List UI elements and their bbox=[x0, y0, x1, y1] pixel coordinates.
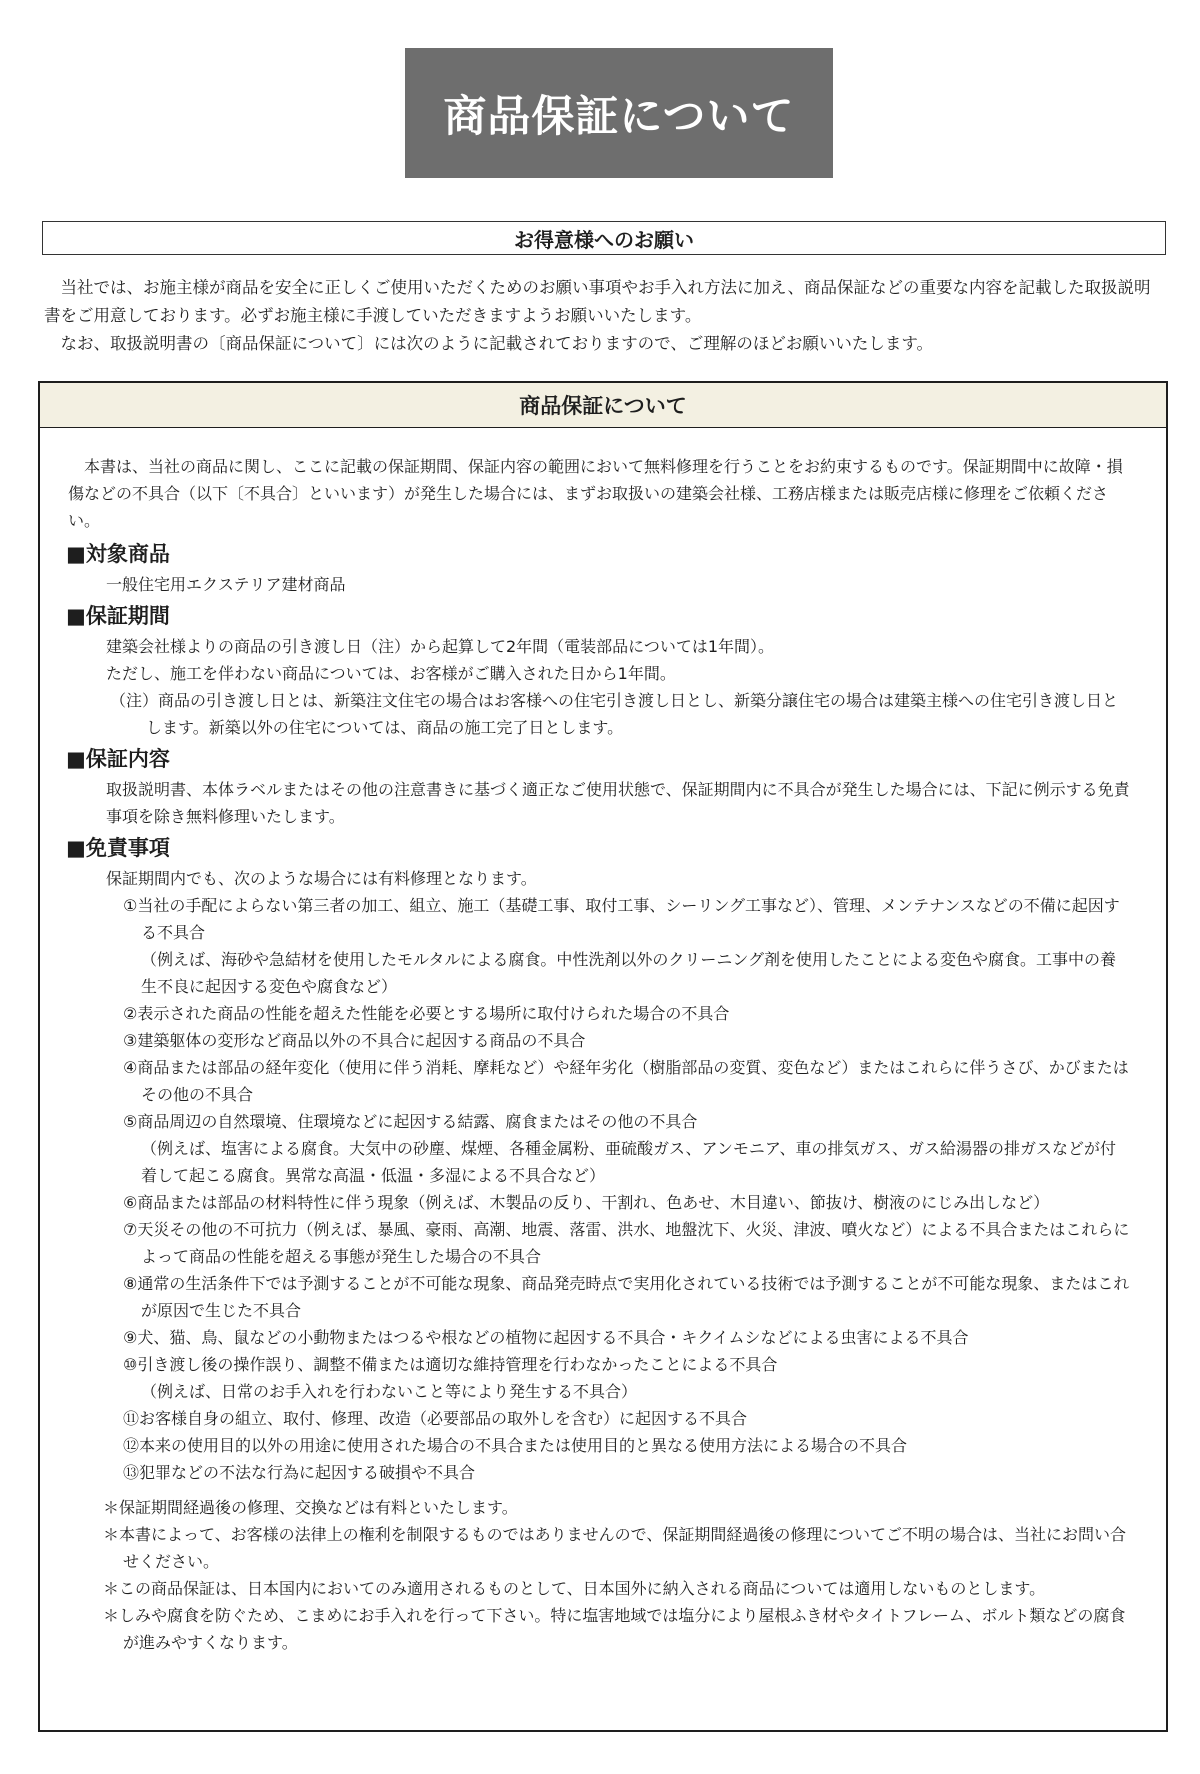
request-body bbox=[44, 274, 1164, 358]
exclusion-item: ③建築躯体の変形など商品以外の不具合に起因する商品の不具合 bbox=[123, 1031, 586, 1050]
exclusion-item: ⑪お客様自身の組立、取付、修理、改造（必要部品の取外しを含む）に起因する不具合 bbox=[123, 1409, 748, 1428]
section-heading-period: ■保証期間 bbox=[66, 604, 170, 628]
exclusion-detail: （例えば、塩害による腐食。大気中の砂塵、煤煙、各種金属粉、亜硫酸ガス、アンモニア、車の排気ガス、ガス給湯器の排ガスなどが付着して起こる腐食。異常な高温・低温・多湿による不具合など） bbox=[141, 1139, 1117, 1185]
section-heading-content: ■保証内容 bbox=[66, 747, 170, 771]
warranty-content bbox=[68, 453, 1130, 1656]
exclusion-item: ②表示された商品の性能を超えた性能を必要とする場所に取付けられた場合の不具合 bbox=[123, 1004, 730, 1023]
section-heading-exclusions: ■免責事項 bbox=[66, 836, 170, 860]
period-line: 建築会社様よりの商品の引き渡し日（注）から起算して2年間（電装部品については1年間）。 bbox=[106, 637, 775, 656]
exclusion-item: ⑨犬、猫、鳥、鼠などの小動物またはつるや根などの植物に起因する不具合・キクイムシなどによる虫害による不具合 bbox=[123, 1328, 969, 1347]
footnote: ＊保証期間経過後の修理、交換などは有料といたします。 bbox=[103, 1498, 518, 1517]
exclusion-item: ①当社の手配によらない第三者の加工、組立、施工（基礎工事、取付工事、シーリング工事など）、管理、メンテナンスなどの不備に起因する不具合 bbox=[123, 896, 1120, 942]
request-paragraph: なお、取扱説明書の〔商品保証について〕には次のように記載されておりますので、ご理解のほどお願いいたします。 bbox=[60, 334, 934, 353]
footnote: ＊この商品保証は、日本国内においてのみ適用されるものとして、日本国外に納入される商品については適用しないものとします。 bbox=[103, 1579, 1046, 1598]
request-heading: お得意様へのお願い bbox=[42, 221, 1166, 255]
footnote: ＊本書によって、お客様の法律上の権利を制限するものではありませんので、保証期間経過後の修理についてご不明の場合は、当社にお問い合せください。 bbox=[103, 1525, 1127, 1571]
exclusions-lead: 保証期間内でも、次のような場合には有料修理となります。 bbox=[106, 869, 537, 888]
period-line: ただし、施工を伴わない商品については、お客様がご購入された日から1年間。 bbox=[106, 664, 676, 683]
request-paragraph: 当社では、お施主様が商品を安全に正しくご使用いただくためのお願い事項やお手入れ方法に加え、商品保証などの重要な内容を記載した取扱説明書をご用意しております。必ずお施主様に手渡していただきますようお願いいたします。 bbox=[44, 278, 1151, 325]
exclusion-item: ⑥商品または部品の材料特性に伴う現象（例えば、木製品の反り、干割れ、色あせ、木目違い、節抜け、樹液のにじみ出しなど） bbox=[123, 1193, 1050, 1212]
exclusion-item: ⑩引き渡し後の操作誤り、調整不備または適切な維持管理を行わなかったことによる不具合 bbox=[123, 1355, 778, 1374]
exclusion-item: ⑦天災その他の不可抗力（例えば、暴風、豪雨、高潮、地震、落雷、洪水、地盤沈下、火災、津波、噴火など）による不具合またはこれらによって商品の性能を超える事態が発生した場合の不具合 bbox=[123, 1220, 1130, 1266]
exclusion-list bbox=[68, 892, 1130, 1486]
notes-list bbox=[68, 1494, 1130, 1656]
target-text: 一般住宅用エクステリア建材商品 bbox=[106, 575, 346, 594]
period-block bbox=[68, 633, 1130, 687]
exclusion-item: ⑬犯罪などの不法な行為に起因する破損や不具合 bbox=[123, 1463, 476, 1482]
exclusion-item: ⑫本来の使用目的以外の用途に使用された場合の不具合または使用目的と異なる使用方法による場合の不具合 bbox=[123, 1436, 908, 1455]
warranty-intro: 本書は、当社の商品に関し、ここに記載の保証期間、保証内容の範囲において無料修理を行うことをお約束するものです。保証期間中に故障・損傷などの不具合（以下〔不具合〕といいます）が発生した場合には、まずお取扱いの建築会社様、工務店様または販売店様に修理をご依頼ください。 bbox=[68, 457, 1123, 530]
warranty-box bbox=[38, 381, 1168, 1732]
footnote: ＊しみや腐食を防ぐため、こまめにお手入れを行って下さい。特に塩害地域では塩分により屋根ふき材やタイトフレーム、ボルト類などの腐食が進みやすくなります。 bbox=[103, 1606, 1126, 1652]
exclusion-detail: （例えば、海砂や急結材を使用したモルタルによる腐食。中性洗剤以外のクリーニング剤を使用したことによる変色や腐食。工事中の養生不良に起因する変色や腐食など） bbox=[141, 950, 1117, 996]
exclusion-item: ④商品または部品の経年変化（使用に伴う消耗、摩耗など）や経年劣化（樹脂部品の変質、変色など）またはこれらに伴うさび、かびまたはその他の不具合 bbox=[123, 1058, 1129, 1104]
exclusion-item: ⑧通常の生活条件下では予測することが不可能な現象、商品発売時点で実用化されている技術では予測することが不可能な現象、またはこれが原因で生じた不具合 bbox=[123, 1274, 1130, 1320]
content-text: 取扱説明書、本体ラベルまたはその他の注意書きに基づく適正なご使用状態で、保証期間内に不具合が発生した場合には、下記に例示する免責事項を除き無料修理いたします。 bbox=[106, 780, 1130, 826]
warranty-heading: 商品保証について bbox=[40, 383, 1166, 428]
exclusion-item: ⑤商品周辺の自然環境、住環境などに起因する結露、腐食またはその他の不具合 bbox=[123, 1112, 698, 1131]
section-heading-target: ■対象商品 bbox=[66, 542, 170, 566]
period-note: （注）商品の引き渡し日とは、新築注文住宅の場合はお客様への住宅引き渡し日とし、新築分譲住宅の場合は建築主様への住宅引き渡し日とします。新築以外の住宅については、商品の施工完了日とします。 bbox=[110, 691, 1119, 737]
page-title: 商品保証について bbox=[405, 48, 833, 178]
exclusion-detail: （例えば、日常のお手入れを行わないこと等により発生する不具合） bbox=[141, 1382, 638, 1401]
